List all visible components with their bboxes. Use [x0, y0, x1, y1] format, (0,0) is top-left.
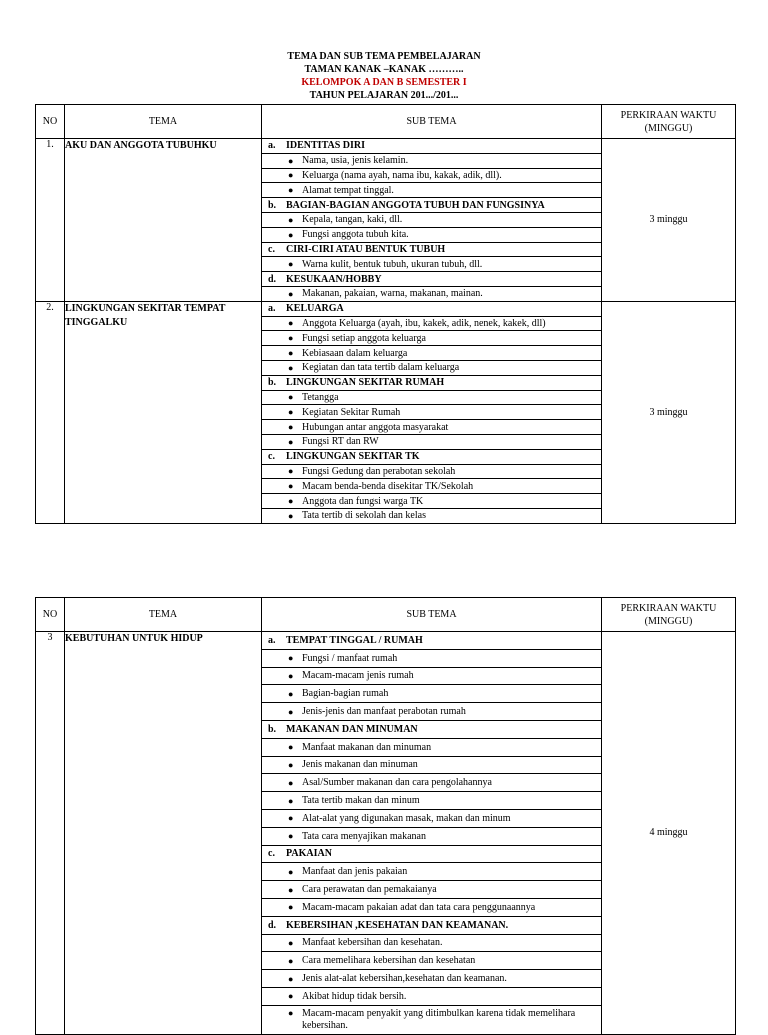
sub-theme-heading	[262, 846, 601, 864]
bullet-icon: ●	[288, 759, 294, 770]
sub-theme-item	[262, 650, 601, 668]
sub-theme-item	[262, 494, 601, 509]
bullet-icon: ●	[288, 422, 294, 433]
sub-theme-title: KELUARGA	[286, 303, 344, 315]
col-header-waktu-line2: (MINGGU)	[644, 122, 693, 134]
sub-theme-item-text: Macam-macam pakaian adat dan tata cara penggunaannya	[302, 901, 536, 913]
sub-theme-title: LINGKUNGAN SEKITAR TK	[286, 451, 420, 463]
sub-theme-item	[262, 287, 601, 301]
sub-theme-item-text: Kepala, tangan, kaki, dll.	[302, 214, 403, 226]
sub-theme-heading	[262, 450, 601, 465]
header-group-semester: KELOMPOK A DAN B SEMESTER I	[301, 77, 467, 88]
row-number: 1.	[36, 139, 65, 302]
col-header-waktu-line1: PERKIRAAN WAKTU	[620, 109, 717, 121]
sub-theme-item-text: Jenis makanan dan minuman	[302, 759, 418, 771]
sub-theme-item	[262, 1006, 601, 1034]
sub-theme-heading	[262, 243, 601, 258]
sub-theme-item	[262, 509, 601, 523]
sub-theme-heading	[262, 272, 601, 287]
bullet-icon: ●	[288, 496, 294, 507]
table-row	[36, 301, 736, 523]
bullet-icon: ●	[288, 884, 294, 895]
sub-theme-heading	[262, 302, 601, 317]
sub-theme-item	[262, 391, 601, 406]
sub-theme-item-text: Akibat hidup tidak bersih.	[302, 990, 407, 1002]
bullet-icon: ●	[288, 155, 294, 166]
sub-theme-letter: d.	[268, 273, 277, 285]
row-theme: KEBUTUHAN UNTUK HIDUP	[65, 632, 262, 1035]
sub-theme-item-text: Warna kulit, bentuk tubuh, ukuran tubuh, dll.	[302, 258, 483, 270]
header-title: TEMA DAN SUB TEMA PEMBELAJARAN	[287, 51, 481, 62]
sub-theme-title: KESUKAAN/HOBBY	[286, 273, 382, 285]
bullet-icon: ●	[288, 288, 294, 299]
sub-theme-item-text: Fungsi RT dan RW	[302, 436, 379, 448]
bullet-icon: ●	[288, 185, 294, 196]
row-sub-themes	[262, 632, 602, 1035]
col-header-waktu	[602, 105, 736, 139]
col-header-sub-tema: SUB TEMA	[262, 105, 602, 139]
header-school: TAMAN KANAK –KANAK ………..	[304, 64, 464, 75]
bullet-icon: ●	[288, 902, 294, 913]
sub-theme-item-text: Kegiatan dan tata tertib dalam keluarga	[302, 362, 460, 374]
sub-theme-item	[262, 228, 601, 243]
sub-theme-item-text: Kegiatan Sekitar Rumah	[302, 406, 401, 418]
sub-theme-item	[262, 154, 601, 169]
sub-theme-item	[262, 685, 601, 703]
sub-theme-heading	[262, 917, 601, 935]
bullet-icon: ●	[288, 653, 294, 664]
bullet-icon: ●	[288, 866, 294, 877]
sub-theme-item-text: Anggota dan fungsi warga TK	[302, 495, 424, 507]
sub-theme-letter: c.	[268, 451, 275, 463]
sub-theme-item	[262, 331, 601, 346]
bullet-icon: ●	[288, 937, 294, 948]
sub-theme-heading	[262, 198, 601, 213]
col-header-waktu-line2: (MINGGU)	[644, 615, 693, 627]
sub-theme-letter: b.	[268, 723, 277, 735]
sub-theme-item-text: Macam-macam penyakit yang ditimbulkan karena tidak memelihara kebersihan.	[302, 1007, 576, 1031]
bullet-icon: ●	[288, 510, 294, 521]
col-header-sub-tema: SUB TEMA	[262, 598, 602, 632]
sub-theme-letter: b.	[268, 199, 277, 211]
sub-theme-item-text: Manfaat makanan dan minuman	[302, 741, 432, 753]
bullet-icon: ●	[288, 973, 294, 984]
sub-theme-item	[262, 361, 601, 376]
sub-theme-item	[262, 970, 601, 988]
sub-theme-item-text: Macam benda-benda disekitar TK/Sekolah	[302, 480, 474, 492]
sub-theme-letter: c.	[268, 243, 275, 255]
sub-theme-item-text: Nama, usia, jenis kelamin.	[302, 155, 409, 167]
sub-theme-item-text: Anggota Keluarga (ayah, ibu, kakek, adik, nenek, kakek, dll)	[302, 317, 546, 329]
col-header-waktu	[602, 598, 736, 632]
table-header-row	[36, 105, 736, 139]
bullet-icon: ●	[288, 466, 294, 477]
bullet-icon: ●	[288, 1007, 294, 1018]
sub-theme-title: MAKANAN DAN MINUMAN	[286, 723, 418, 735]
row-sub-themes	[262, 139, 602, 302]
sub-theme-heading	[262, 376, 601, 391]
bullet-icon: ●	[288, 436, 294, 447]
document-header	[0, 50, 768, 102]
bullet-icon: ●	[288, 670, 294, 681]
row-duration: 4 minggu	[602, 632, 736, 1035]
col-header-no: NO	[36, 105, 65, 139]
bullet-icon: ●	[288, 991, 294, 1002]
bullet-icon: ●	[288, 318, 294, 329]
table-row	[36, 139, 736, 302]
bullet-icon: ●	[288, 688, 294, 699]
sub-theme-title: BAGIAN-BAGIAN ANGGOTA TUBUH DAN FUNGSINYA	[286, 199, 545, 211]
sub-theme-item	[262, 792, 601, 810]
row-theme: LINGKUNGAN SEKITAR TEMPAT TINGGALKU	[65, 301, 262, 523]
sub-theme-letter: a.	[268, 140, 276, 152]
sub-theme-item-text: Fungsi Gedung dan perabotan sekolah	[302, 465, 456, 477]
sub-theme-item	[262, 863, 601, 881]
sub-theme-title: KEBERSIHAN ,KESEHATAN DAN KEAMANAN.	[286, 919, 509, 931]
bullet-icon: ●	[288, 259, 294, 270]
sub-theme-item	[262, 257, 601, 272]
sub-theme-title: IDENTITAS DIRI	[286, 140, 366, 152]
sub-theme-item	[262, 169, 601, 184]
sub-theme-item	[262, 774, 601, 792]
sub-theme-item	[262, 988, 601, 1006]
sub-theme-item-text: Tata tertib makan dan minum	[302, 795, 420, 807]
bullet-icon: ●	[288, 229, 294, 240]
sub-theme-item	[262, 435, 601, 450]
bullet-icon: ●	[288, 348, 294, 359]
sub-theme-item-text: Macam-macam jenis rumah	[302, 670, 414, 682]
bullet-icon: ●	[288, 742, 294, 753]
theme-table-2	[35, 597, 736, 1035]
sub-theme-title: CIRI-CIRI ATAU BENTUK TUBUH	[286, 243, 446, 255]
sub-theme-item-text: Tata tertib di sekolah dan kelas	[302, 510, 426, 522]
bullet-icon: ●	[288, 170, 294, 181]
sub-theme-item	[262, 739, 601, 757]
col-header-no: NO	[36, 598, 65, 632]
sub-theme-item	[262, 668, 601, 686]
sub-theme-item	[262, 935, 601, 953]
sub-theme-item-text: Fungsi / manfaat rumah	[302, 652, 398, 664]
bullet-icon: ●	[288, 214, 294, 225]
sub-theme-item	[262, 420, 601, 435]
sub-theme-item-text: Fungsi setiap anggota keluarga	[302, 332, 426, 344]
bullet-icon: ●	[288, 795, 294, 806]
row-number: 2.	[36, 301, 65, 523]
sub-theme-item	[262, 465, 601, 480]
sub-theme-title: PAKAIAN	[286, 848, 332, 860]
sub-theme-item-text: Keluarga (nama ayah, nama ibu, kakak, adik, dll).	[302, 169, 502, 181]
col-header-waktu-line1: PERKIRAAN WAKTU	[620, 602, 717, 614]
sub-theme-item-text: Jenis alat-alat kebersihan,kesehatan dan keamanan.	[302, 973, 507, 985]
row-number: 3	[36, 632, 65, 1035]
bullet-icon: ●	[288, 777, 294, 788]
bullet-icon: ●	[288, 481, 294, 492]
sub-theme-item-text: Alamat tempat tinggal.	[302, 184, 394, 196]
sub-theme-item-text: Manfaat dan jenis pakaian	[302, 866, 408, 878]
sub-theme-item-text: Cara memelihara kebersihan dan kesehatan	[302, 955, 476, 967]
sub-theme-item-text: Alat-alat yang digunakan masak, makan dan minum	[302, 812, 511, 824]
sub-theme-letter: a.	[268, 303, 276, 315]
bullet-icon: ●	[288, 362, 294, 373]
sub-theme-item	[262, 828, 601, 846]
col-header-tema: TEMA	[65, 105, 262, 139]
sub-theme-item-text: Cara perawatan dan pemakaianya	[302, 884, 437, 896]
sub-theme-item-text: Hubungan antar anggota masyarakat	[302, 421, 449, 433]
sub-theme-letter: d.	[268, 919, 277, 931]
bullet-icon: ●	[288, 813, 294, 824]
sub-theme-title: TEMPAT TINGGAL / RUMAH	[286, 634, 423, 646]
header-academic-year: TAHUN PELAJARAN 201.../201...	[309, 90, 459, 101]
sub-theme-item	[262, 952, 601, 970]
sub-theme-item-text: Jenis-jenis dan manfaat perabotan rumah	[302, 706, 466, 718]
sub-theme-item	[262, 317, 601, 332]
sub-theme-item-text: Makanan, pakaian, warna, makanan, mainan.	[302, 288, 483, 300]
bullet-icon: ●	[288, 831, 294, 842]
sub-theme-item	[262, 703, 601, 721]
sub-theme-letter: a.	[268, 634, 276, 646]
table-row	[36, 632, 736, 1035]
sub-theme-heading	[262, 632, 601, 650]
bullet-icon: ●	[288, 392, 294, 403]
sub-theme-item-text: Tetangga	[302, 391, 339, 403]
bullet-icon: ●	[288, 955, 294, 966]
sub-theme-item	[262, 479, 601, 494]
sub-theme-heading	[262, 139, 601, 154]
table-header-row	[36, 598, 736, 632]
row-duration: 3 minggu	[602, 139, 736, 302]
sub-theme-item-text: Fungsi anggota tubuh kita.	[302, 229, 409, 241]
sub-theme-item-text: Tata cara menyajikan makanan	[302, 830, 426, 842]
sub-theme-item	[262, 810, 601, 828]
sub-theme-heading	[262, 721, 601, 739]
theme-table-1	[35, 104, 736, 524]
sub-theme-item-text: Kebiasaan dalam keluarga	[302, 347, 408, 359]
sub-theme-item-text: Manfaat kebersihan dan kesehatan.	[302, 937, 443, 949]
sub-theme-item	[262, 346, 601, 361]
sub-theme-item	[262, 899, 601, 917]
row-sub-themes	[262, 301, 602, 523]
sub-theme-item	[262, 757, 601, 775]
sub-theme-item	[262, 405, 601, 420]
sub-theme-item-text: Bagian-bagian rumah	[302, 688, 389, 700]
row-theme: AKU DAN ANGGOTA TUBUHKU	[65, 139, 262, 302]
col-header-tema: TEMA	[65, 598, 262, 632]
sub-theme-letter: b.	[268, 377, 277, 389]
bullet-icon: ●	[288, 706, 294, 717]
bullet-icon: ●	[288, 407, 294, 418]
bullet-icon: ●	[288, 333, 294, 344]
sub-theme-title: LINGKUNGAN SEKITAR RUMAH	[286, 377, 445, 389]
sub-theme-item	[262, 881, 601, 899]
sub-theme-item	[262, 183, 601, 198]
row-duration: 3 minggu	[602, 301, 736, 523]
sub-theme-letter: c.	[268, 848, 275, 860]
sub-theme-item-text: Asal/Sumber makanan dan cara pengolahannya	[302, 777, 492, 789]
sub-theme-item	[262, 213, 601, 228]
